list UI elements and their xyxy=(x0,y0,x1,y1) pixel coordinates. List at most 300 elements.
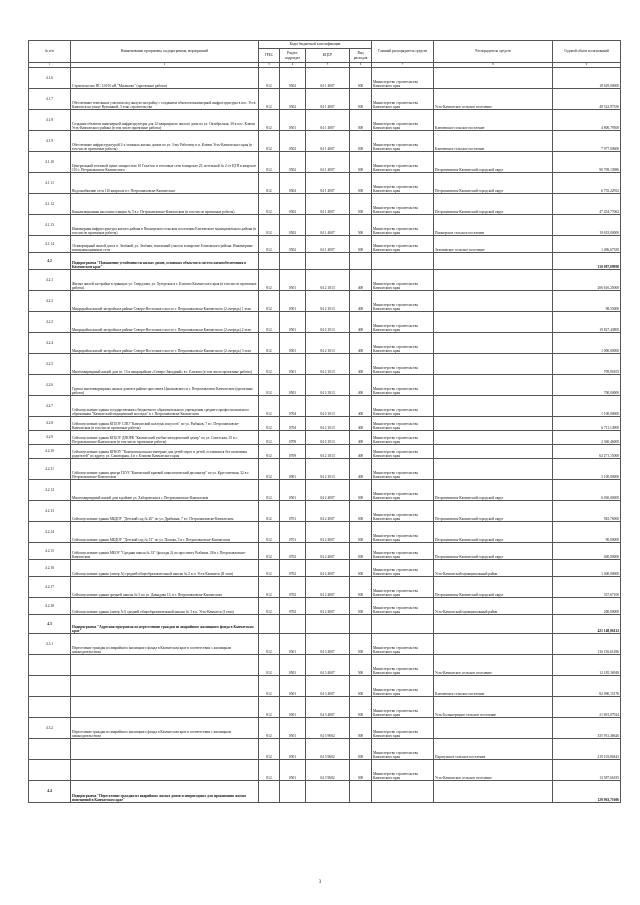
row-number: 4.2.2 xyxy=(29,291,71,312)
row-vr: 500 xyxy=(350,131,372,152)
row-amount: 90,00000 xyxy=(553,522,621,543)
row-grbs: 812 xyxy=(259,598,280,615)
table-body xyxy=(29,68,621,803)
col-number: 9 xyxy=(553,63,621,68)
row-manager: Министерство строительства Камчатского края xyxy=(372,354,434,375)
row-vr: 500 xyxy=(350,522,372,543)
row-grbs: 812 xyxy=(259,312,280,333)
row-amount: 21 691,07924 xyxy=(553,697,621,718)
col-number: 5 xyxy=(306,63,350,68)
table-row xyxy=(29,312,621,333)
row-ksr: 04 2 4007 xyxy=(306,522,350,543)
row-razdel: 0501 xyxy=(280,312,306,333)
table-row xyxy=(29,375,621,396)
row-razdel: 0501 xyxy=(280,110,306,131)
row-recipient xyxy=(434,291,553,312)
row-vr: 500 xyxy=(350,110,372,131)
row-grbs: 812 xyxy=(259,396,280,417)
row-manager: Министерство строительства Камчатского края xyxy=(372,655,434,676)
row-manager: Министерство строительства Камчатского края xyxy=(372,445,434,459)
row-ksr: 04 2 1013 xyxy=(306,291,350,312)
row-razdel xyxy=(280,253,306,270)
row-recipient xyxy=(434,253,553,270)
row-ksr: 04 2 4007 xyxy=(306,480,350,501)
row-ksr: 04 1 4007 xyxy=(306,173,350,194)
row-name: Сейсмоусиление здания центра ГБУЗ "Камчатский краевой онкологический диспансер" по ул. Кругосветная, 32 в г. Петропавловске-Камчатском xyxy=(71,459,259,480)
row-ksr: 04 3 9602 xyxy=(306,760,350,781)
row-number: 4.3.1 xyxy=(29,634,71,655)
row-manager: Министерство строительства Камчатского края xyxy=(372,396,434,417)
row-ksr: 04 2 4007 xyxy=(306,560,350,577)
row-ksr: 04 2 1013 xyxy=(306,396,350,417)
table-row xyxy=(29,68,621,89)
row-recipient xyxy=(434,459,553,480)
row-manager xyxy=(372,615,434,634)
row-name xyxy=(71,697,259,718)
row-razdel: 0501 xyxy=(280,375,306,396)
row-grbs: 812 xyxy=(259,417,280,431)
row-name xyxy=(71,739,259,760)
row-number: 4.2.11 xyxy=(29,459,71,480)
row-manager: Министерство строительства Камчатского края xyxy=(372,417,434,431)
table-row xyxy=(29,152,621,173)
row-amount: 47 454,77062 xyxy=(553,194,621,215)
row-amount: 206 616,25000 xyxy=(553,270,621,291)
row-number: 4.1.9 xyxy=(29,131,71,152)
row-number: 4.2.15 xyxy=(29,543,71,560)
row-vr: 500 xyxy=(350,543,372,560)
row-ksr xyxy=(306,253,350,270)
row-grbs: 812 xyxy=(259,194,280,215)
row-amount: 1 496,67350 xyxy=(553,236,621,253)
row-number: 4.3.2 xyxy=(29,718,71,739)
row-number: 4.1.11 xyxy=(29,173,71,194)
table-row xyxy=(29,560,621,577)
row-name: Сейсмоусиление здания МБОУ "Средняя школа № 33" (фасады 2) по проспекту Рыбаков, 28 в г. Петропавловске-Камчатском xyxy=(71,543,259,560)
row-name: Подпрограмма "Повышение устойчивости жилых домов, основных объектов и систем жизнеобеспечения в Камчатском крае" xyxy=(71,253,259,270)
table-row xyxy=(29,236,621,253)
row-recipient xyxy=(434,615,553,634)
row-ksr: 04 2 4007 xyxy=(306,577,350,598)
row-grbs: 812 xyxy=(259,131,280,152)
row-number: 4.2.12 xyxy=(29,480,71,501)
row-recipient xyxy=(434,270,553,291)
row-number: 4.2.3 xyxy=(29,312,71,333)
table-row xyxy=(29,739,621,760)
table-row xyxy=(29,697,621,718)
row-manager: Министерство строительства Камчатского края xyxy=(372,739,434,760)
row-recipient: Усть-Камчатский муниципальный район xyxy=(434,560,553,577)
table-row xyxy=(29,615,621,634)
row-number: 4.2.17 xyxy=(29,577,71,598)
row-vr: 500 xyxy=(350,598,372,615)
row-ksr: 04 2 1013 xyxy=(306,312,350,333)
row-amount: 335 931,46626 xyxy=(553,718,621,739)
row-razdel: 0501 xyxy=(280,676,306,697)
row-vr: 500 xyxy=(350,739,372,760)
table-row xyxy=(29,173,621,194)
row-number: 4.1.10 xyxy=(29,152,71,173)
table-row xyxy=(29,131,621,152)
row-manager: Министерство строительства Камчатского края xyxy=(372,718,434,739)
row-grbs: 812 xyxy=(259,110,280,131)
row-amount: 6 711,14900 xyxy=(553,417,621,431)
row-ksr: 04 2 4007 xyxy=(306,543,350,560)
row-amount: 1 400,00000 xyxy=(553,560,621,577)
row-razdel: 0502 xyxy=(280,131,306,152)
row-amount: 19 827,43800 xyxy=(553,312,621,333)
row-grbs: 812 xyxy=(259,522,280,543)
row-grbs: 812 xyxy=(259,215,280,236)
row-amount: 82 090,15176 xyxy=(553,676,621,697)
row-manager: Министерство строительства Камчатского края xyxy=(372,522,434,543)
row-recipient: Ключевское сельское поселение xyxy=(434,131,553,152)
row-ksr: 04 2 1013 xyxy=(306,354,350,375)
row-name: Строительство ПС 110/10 кВ "Мильково" (проектные работы) xyxy=(71,68,259,89)
row-vr: 500 xyxy=(350,194,372,215)
row-grbs: 812 xyxy=(259,718,280,739)
row-name: Сейсмоусиление здания КГКОУ "Камчатская школа-интернат для детей-сирот и детей, оставшихся без попечения родителей" по адресу ул. Санаторная, 4 в г. Елизово Камчатского края xyxy=(71,445,259,459)
row-grbs: 812 xyxy=(259,89,280,110)
row-grbs: 812 xyxy=(259,676,280,697)
row-manager: Министерство строительства Камчатского края xyxy=(372,333,434,354)
row-recipient xyxy=(434,333,553,354)
row-grbs: 812 xyxy=(259,270,280,291)
row-name: Микрорайон жилой застройки в районе Северо-Восточного шоссе г. Петропавловска-Камчатского (2 очередь) 2 этап xyxy=(71,312,259,333)
table-row xyxy=(29,417,621,431)
row-grbs: 812 xyxy=(259,501,280,522)
row-name: 16-квартирный жилой дом в п. Зелёный, ул. Зелёная, земельный участок в квартале Елизовского района. Инженерные коммуникационные сети xyxy=(71,236,259,253)
row-ksr: 04 3 4007 xyxy=(306,676,350,697)
row-amount: 219 103,80443 xyxy=(553,739,621,760)
row-vr: 500 xyxy=(350,152,372,173)
table-row xyxy=(29,543,621,560)
row-manager: Министерство строительства Камчатского края xyxy=(372,215,434,236)
row-ksr: 04 3 4007 xyxy=(306,697,350,718)
row-razdel: 0502 xyxy=(280,236,306,253)
header-amount: Годовой объем ассигнований xyxy=(553,41,621,63)
row-amount: 62 271,15000 xyxy=(553,445,621,459)
row-name: Обеспечение инфраструктурой 2-х этажных жилых домов по ул. 3-му Рабочему в п. Ключи Усть-Камчатского края (в том числе проектные работы) xyxy=(71,131,259,152)
table-row xyxy=(29,291,621,312)
row-ksr: 04 1 4007 xyxy=(306,68,350,89)
row-razdel: 0701 xyxy=(280,522,306,543)
row-name: Микрорайон жилой застройки в районе Северо-Восточного шоссе г. Петропавловска-Камчатского (2 очередь) 3 этап xyxy=(71,333,259,354)
row-number: 4.2.8 xyxy=(29,417,71,431)
row-grbs: 812 xyxy=(259,577,280,598)
row-manager: Министерство строительства Камчатского края xyxy=(372,291,434,312)
table-row xyxy=(29,194,621,215)
row-vr: 500 xyxy=(350,480,372,501)
row-manager: Министерство строительства Камчатского края xyxy=(372,501,434,522)
table-row xyxy=(29,655,621,676)
row-vr: 500 xyxy=(350,68,372,89)
row-name: Сейсмоусиление здания МБДОУ "Детский сад № 51" по ул. Попова, 5 в г. Петропавловске-Камчатском xyxy=(71,522,259,543)
row-name: Водоснабжение сети 110 квартала в г. Петропавловске-Камчатском xyxy=(71,173,259,194)
row-grbs: 812 xyxy=(259,354,280,375)
row-grbs: 812 xyxy=(259,560,280,577)
table-row xyxy=(29,253,621,270)
row-razdel: 0501 xyxy=(280,270,306,291)
row-razdel: 0502 xyxy=(280,194,306,215)
row-amount: 90 709,13986 xyxy=(553,152,621,173)
row-grbs: 812 xyxy=(259,431,280,445)
table-row xyxy=(29,501,621,522)
col-number: 4 xyxy=(280,63,306,68)
row-ksr: 04 3 9602 xyxy=(306,718,350,739)
row-vr: 500 xyxy=(350,560,372,577)
page-number: 3 xyxy=(318,880,322,885)
row-number: 4.3 xyxy=(29,615,71,634)
row-recipient: Петропавловск-Камчатский городской округ xyxy=(434,173,553,194)
row-ksr: 04 1 4007 xyxy=(306,152,350,173)
row-name: Сейсмоусиление здания КГБОУ ДПОРК "Камчатский учебно-методический центр" по ул. Советская, 35 в г. Петропавловске-Камчатском (в том числе проектные работы) xyxy=(71,431,259,445)
row-ksr: 04 3 9602 xyxy=(306,739,350,760)
row-recipient: Паратунское сельское поселение xyxy=(434,739,553,760)
row-manager: Министерство строительства Камчатского края xyxy=(372,577,434,598)
row-ksr: 04 3 4007 xyxy=(306,634,350,655)
row-razdel: 0502 xyxy=(280,89,306,110)
row-manager: Министерство строительства Камчатского края xyxy=(372,173,434,194)
row-recipient: Петропавловск-Камчатский городской округ xyxy=(434,522,553,543)
row-ksr: 04 3 4007 xyxy=(306,655,350,676)
table-row xyxy=(29,480,621,501)
row-vr: 400 xyxy=(350,445,372,459)
row-razdel: 0704 xyxy=(280,396,306,417)
row-grbs: 812 xyxy=(259,543,280,560)
header-vr: Вид расходов xyxy=(350,49,372,63)
row-vr: 500 xyxy=(350,676,372,697)
row-recipient xyxy=(434,634,553,655)
row-ksr: 04 2 4007 xyxy=(306,598,350,615)
row-razdel: 0501 xyxy=(280,354,306,375)
row-name: Переселение граждан из аварийного жилищного фонда в Камчатском крае в соответствии с жилищным законодательством xyxy=(71,634,259,655)
row-razdel: 0501 xyxy=(280,760,306,781)
row-vr: 500 xyxy=(350,760,372,781)
row-razdel: 0501 xyxy=(280,634,306,655)
row-number: 4.2.1 xyxy=(29,270,71,291)
row-manager: Министерство строительства Камчатского края xyxy=(372,270,434,291)
row-name: Канализационная насосная станция № 5 в г. Петропавловске-Камчатском (в том числе проектные работы) xyxy=(71,194,259,215)
row-grbs xyxy=(259,253,280,270)
row-number: 4.4 xyxy=(29,781,71,803)
row-amount: 200,00000 xyxy=(553,598,621,615)
row-name: Сейсмоусиление здания (литер А) средней общеобразовательной школы № 2 в п. Усть-Камчатск (II этап) xyxy=(71,560,259,577)
row-amount: 116 156,61496 xyxy=(553,634,621,655)
row-recipient: Усть-Камчатское сельское поселение xyxy=(434,89,553,110)
row-number: 4.2.14 xyxy=(29,522,71,543)
row-grbs: 812 xyxy=(259,655,280,676)
row-recipient xyxy=(434,396,553,417)
row-grbs: 812 xyxy=(259,152,280,173)
row-amount: 3 100,00000 xyxy=(553,459,621,480)
row-manager: Министерство строительства Камчатского края xyxy=(372,634,434,655)
row-number: 4.2.18 xyxy=(29,598,71,615)
row-name: Создание объектов инженерной инфраструктуры для 12-квартирного жилого дома по ул. Октябрьская, 30 в пос. Ключи Усть-Камчатского района (в том числе проектные работы) xyxy=(71,110,259,131)
row-vr: 500 xyxy=(350,697,372,718)
row-number xyxy=(29,760,71,781)
table-row xyxy=(29,577,621,598)
row-ksr: 04 1 4007 xyxy=(306,89,350,110)
row-grbs: 812 xyxy=(259,760,280,781)
row-vr xyxy=(350,253,372,270)
row-name: Инженерная инфраструктура жилого района в Пионерском сельском поселении Елизовского муниципального района (в том числе проектные работы) xyxy=(71,215,259,236)
row-razdel: 0501 xyxy=(280,739,306,760)
row-manager: Министерство строительства Камчатского края xyxy=(372,68,434,89)
table-row xyxy=(29,676,621,697)
row-manager: Министерство строительства Камчатского края xyxy=(372,89,434,110)
row-razdel: 0501 xyxy=(280,697,306,718)
col-number: 1 xyxy=(29,63,71,68)
row-number xyxy=(29,676,71,697)
table-row xyxy=(29,110,621,131)
row-razdel: 0901 xyxy=(280,459,306,480)
row-vr: 500 xyxy=(350,718,372,739)
row-amount: 13 587,66183 xyxy=(553,760,621,781)
row-recipient: Ключевское сельское поселение xyxy=(434,110,553,131)
row-number: 4.2.4 xyxy=(29,333,71,354)
row-number: 4.1.6 xyxy=(29,68,71,89)
row-vr: 400 xyxy=(350,333,372,354)
row-recipient: Пионерское сельское поселение xyxy=(434,215,553,236)
row-grbs xyxy=(259,615,280,634)
row-vr: 400 xyxy=(350,417,372,431)
row-recipient: Петропавловск-Камчатский городской округ xyxy=(434,480,553,501)
row-amount: 1 000,00000 xyxy=(553,333,621,354)
row-name: Подпрограмма "Переселение граждан из аварийных жилых домов и непригодных для проживания жилых помещений в Камчатском крае" xyxy=(71,781,259,803)
row-grbs: 812 xyxy=(259,459,280,480)
row-grbs xyxy=(259,781,280,803)
row-recipient: Усть-Камчатский муниципальный район xyxy=(434,598,553,615)
row-name: Многоквартирный жилой дом в районе ул. Хабаровская в г. Петропавловске-Камчатском xyxy=(71,480,259,501)
row-amount: 6 755,22952 xyxy=(553,173,621,194)
row-grbs: 812 xyxy=(259,68,280,89)
row-vr xyxy=(350,615,372,634)
row-name xyxy=(71,676,259,697)
row-number xyxy=(29,655,71,676)
row-vr: 400 xyxy=(350,291,372,312)
row-name: Жилые жилой застройки в границах ул. Свердлова, ул. Хуторская в г. Елизово Камчатского края (в том числе проектные работы) xyxy=(71,270,259,291)
row-razdel: 0702 xyxy=(280,543,306,560)
header-codes-group: Коды бюджетной классификации xyxy=(259,41,372,49)
row-ksr: 04 1 4007 xyxy=(306,236,350,253)
row-razdel: 0501 xyxy=(280,480,306,501)
row-razdel: 0501 xyxy=(280,291,306,312)
row-razdel: 0709 xyxy=(280,431,306,445)
row-vr: 400 xyxy=(350,396,372,417)
row-vr: 500 xyxy=(350,655,372,676)
row-razdel: 0702 xyxy=(280,598,306,615)
row-number: 4.1.14 xyxy=(29,236,71,253)
row-recipient xyxy=(434,312,553,333)
row-number: 4.1.7 xyxy=(29,89,71,110)
row-vr: 500 xyxy=(350,173,372,194)
row-recipient: Петропавловск-Камчатский городской округ xyxy=(434,577,553,598)
col-number: 2 xyxy=(71,63,259,68)
row-recipient xyxy=(434,718,553,739)
row-manager: Министерство строительства Камчатского края xyxy=(372,480,434,501)
row-amount: 98,35000 xyxy=(553,291,621,312)
row-name: Микрорайон жилой застройки в районе Северо-Восточного шоссе г. Петропавловска-Камчатского (2 очередь) 1 этап xyxy=(71,291,259,312)
table-row xyxy=(29,781,621,803)
row-razdel: 0502 xyxy=(280,215,306,236)
row-razdel: 0702 xyxy=(280,577,306,598)
table-row xyxy=(29,396,621,417)
row-amount: 2 360,46000 xyxy=(553,431,621,445)
row-razdel: 0709 xyxy=(280,445,306,459)
row-manager: Министерство строительства Камчатского края xyxy=(372,312,434,333)
row-amount: 310 087,09998 xyxy=(553,253,621,270)
row-ksr: 04 2 1013 xyxy=(306,459,350,480)
row-recipient: Петропавловск-Камчатский городской округ xyxy=(434,152,553,173)
row-name: Сейсмоусиление здания КГБОУ СПО "Камчатский колледж искусств" по ул. Рыбаков, 7 в г. Петропавловске-Камчатском (в том числе проектные работы) xyxy=(71,417,259,431)
row-number: 4.2.7 xyxy=(29,396,71,417)
row-amount: 12 185,36948 xyxy=(553,655,621,676)
row-vr: 400 xyxy=(350,354,372,375)
row-ksr: 04 1 4007 xyxy=(306,110,350,131)
row-vr: 500 xyxy=(350,236,372,253)
row-recipient xyxy=(434,445,553,459)
row-recipient xyxy=(434,417,553,431)
row-amount: 4 800,79500 xyxy=(553,110,621,131)
row-razdel: 0501 xyxy=(280,655,306,676)
table-row xyxy=(29,634,621,655)
row-recipient: Усть-Большерецкое сельское поселение xyxy=(434,697,553,718)
row-vr: 500 xyxy=(350,89,372,110)
table-row xyxy=(29,598,621,615)
row-amount: 400,00000 xyxy=(553,543,621,560)
row-manager: Министерство строительства Камчатского края xyxy=(372,459,434,480)
col-number: 7 xyxy=(372,63,434,68)
row-manager: Министерство строительства Камчатского края xyxy=(372,375,434,396)
row-recipient: Петропавловск-Камчатский городской округ xyxy=(434,194,553,215)
table-row xyxy=(29,354,621,375)
row-grbs: 812 xyxy=(259,236,280,253)
row-manager: Министерство строительства Камчатского края xyxy=(372,598,434,615)
row-razdel: 0704 xyxy=(280,417,306,431)
header-manager: Главный распорядитель средств xyxy=(372,41,434,63)
col-number: 8 xyxy=(434,63,553,68)
row-razdel: 0701 xyxy=(280,501,306,522)
row-razdel xyxy=(280,615,306,634)
row-recipient xyxy=(434,375,553,396)
table-row xyxy=(29,522,621,543)
row-razdel: 0501 xyxy=(280,333,306,354)
row-manager: Министерство строительства Камчатского края xyxy=(372,131,434,152)
row-name: Сейсмоусиление здания (литер А1) средней общеобразовательной школы № 3 в п. Усть-Камчатск (I этап) xyxy=(71,598,259,615)
row-ksr: 04 2 4007 xyxy=(306,501,350,522)
row-ksr: 04 2 1013 xyxy=(306,333,350,354)
header-grbs: ГРБС xyxy=(259,49,280,63)
table-row xyxy=(29,445,621,459)
row-razdel: 0502 xyxy=(280,68,306,89)
row-number: 4.2.5 xyxy=(29,354,71,375)
row-grbs: 812 xyxy=(259,333,280,354)
row-ksr xyxy=(306,615,350,634)
row-vr: 400 xyxy=(350,431,372,445)
table-row xyxy=(29,760,621,781)
row-manager xyxy=(372,781,434,803)
row-ksr: 04 1 4007 xyxy=(306,215,350,236)
row-name xyxy=(71,655,259,676)
row-number: 4.2 xyxy=(29,253,71,270)
table-row xyxy=(29,89,621,110)
row-manager: Министерство строительства Камчатского края xyxy=(372,543,434,560)
row-ksr: 04 1 4007 xyxy=(306,194,350,215)
row-number: 4.1.13 xyxy=(29,215,71,236)
table-row xyxy=(29,215,621,236)
row-amount: 945,76000 xyxy=(553,501,621,522)
